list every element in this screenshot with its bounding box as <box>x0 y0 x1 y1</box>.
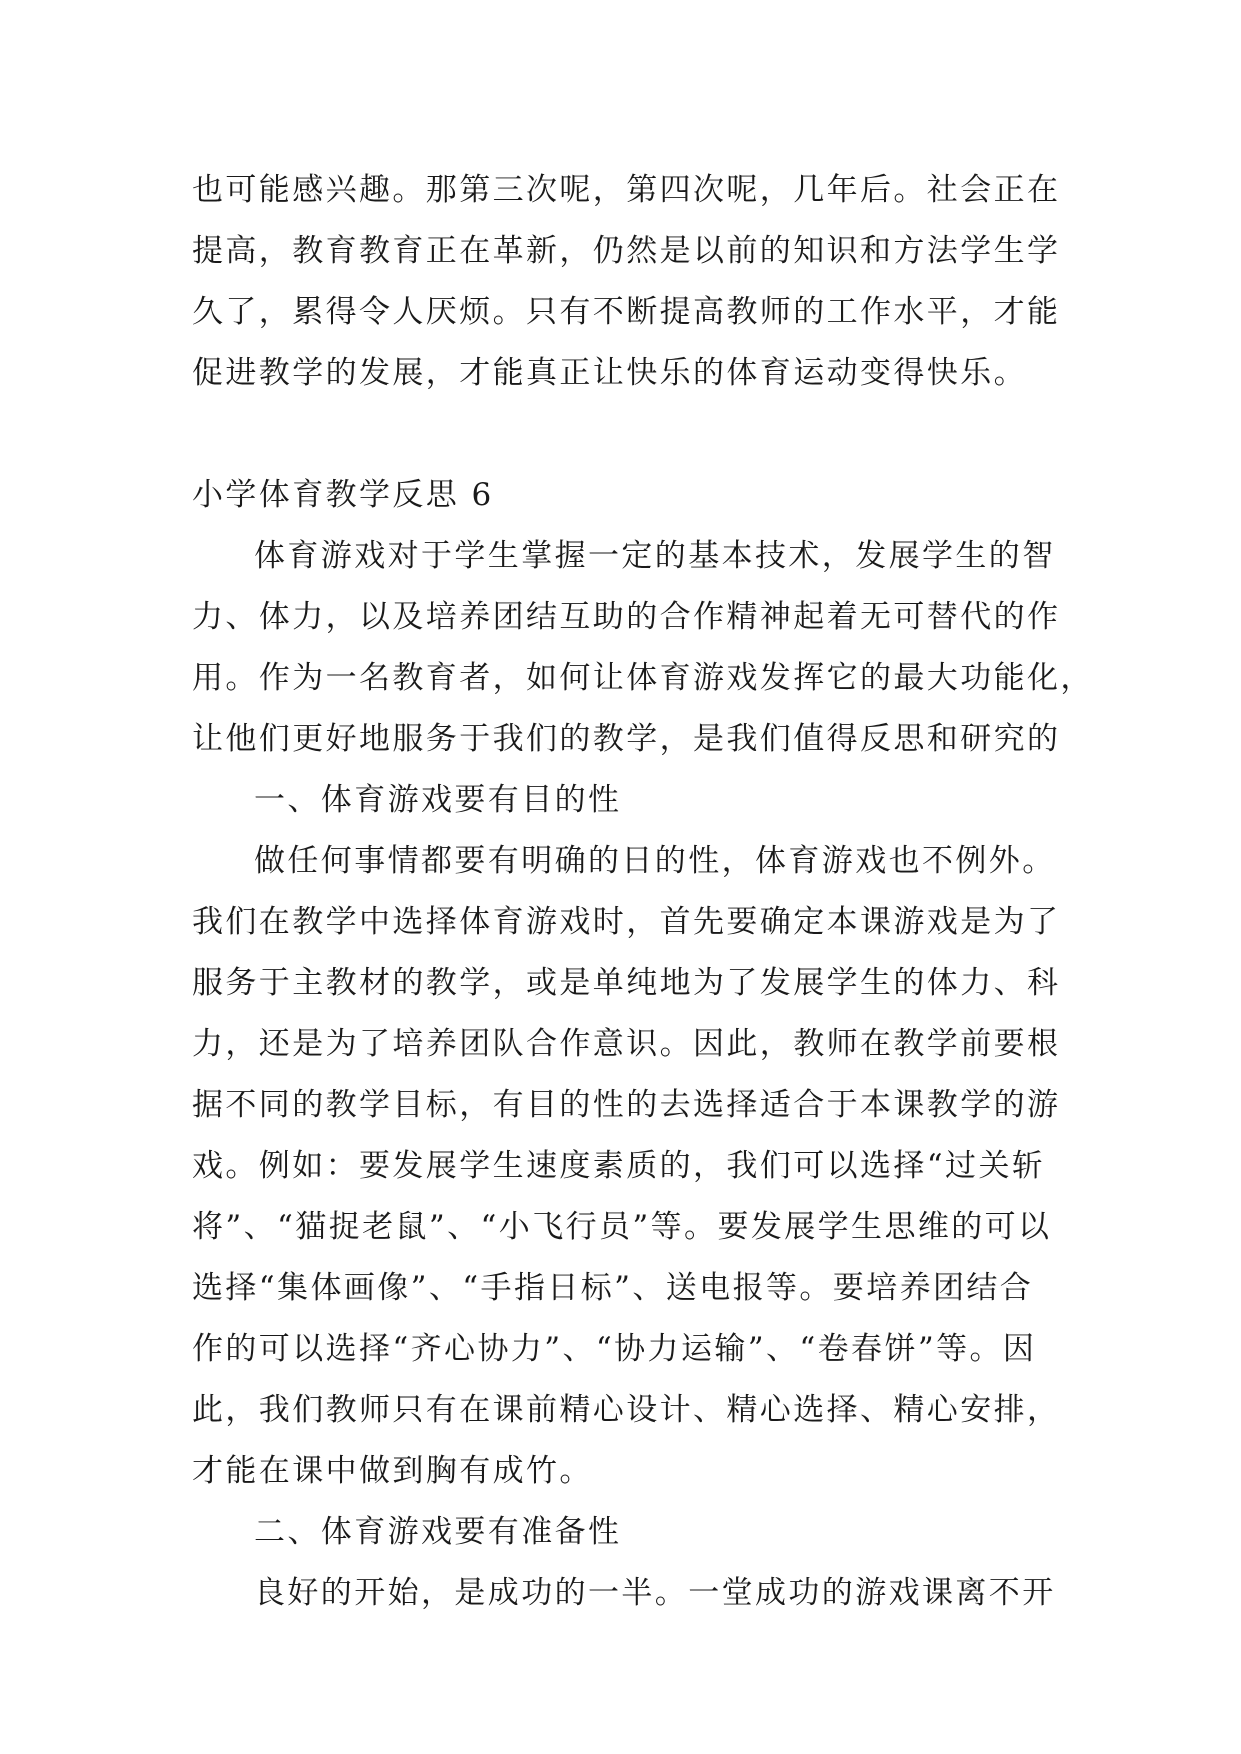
paragraph-line: 促进教学的发展，才能真正让快乐的体育运动变得快乐。 <box>192 355 1027 391</box>
paragraph-line: 也可能感兴趣。那第三次呢，第四次呢，几年后。社会正在 <box>192 172 1061 208</box>
paragraph-line: 我们在教学中选择体育游戏时，首先要确定本课游戏是为了 <box>192 904 1061 940</box>
paragraph-line: 作的可以选择“齐心协力”、“协力运输”、“卷春饼”等。因 <box>192 1331 1037 1367</box>
section-title: 小学体育教学反思 6 <box>192 477 494 513</box>
paragraph-line: 戏。例如：要发展学生速度素质的，我们可以选择“过关斩 <box>192 1148 1046 1184</box>
paragraph-line: 体育游戏对于学生掌握一定的基本技术，发展学生的智 <box>254 538 1056 574</box>
document-page <box>192 160 1094 1624</box>
paragraph-line: 才能在课中做到胸有成竹。 <box>192 1453 593 1489</box>
paragraph-line: 提高，教育教育正在革新，仍然是以前的知识和方法学生学 <box>192 233 1061 269</box>
paragraph-line: 力、体力，以及培养团结互助的合作精神起着无可替代的作 <box>192 599 1061 635</box>
subheading: 二、体育游戏要有准备性 <box>254 1514 622 1550</box>
paragraph-line: 做任何事情都要有明确的日的性，体育游戏也不例外。 <box>254 843 1056 879</box>
paragraph-line: 让他们更好地服务于我们的教学，是我们值得反思和研究的 <box>192 721 1061 757</box>
paragraph-line: 据不同的教学目标，有目的性的去选择适合于本课教学的游 <box>192 1087 1061 1123</box>
subheading: 一、体育游戏要有目的性 <box>254 782 622 818</box>
paragraph-line: 选择“集体画像”、“手指日标”、送电报等。要培养团结合 <box>192 1270 1034 1306</box>
paragraph-line: 力，还是为了培养团队合作意识。因此，教师在教学前要根 <box>192 1026 1061 1062</box>
paragraph-line: 服务于主教材的教学，或是单纯地为了发展学生的体力、科 <box>192 965 1061 1001</box>
paragraph-line: 将”、“猫捉老鼠”、“小飞行员”等。要发展学生思维的可以 <box>192 1209 1052 1245</box>
paragraph-line: 此，我们教师只有在课前精心设计、精心选择、精心安排， <box>192 1392 1061 1428</box>
paragraph-line: 用。作为一名教育者，如何让体育游戏发挥它的最大功能化， <box>192 660 1094 696</box>
paragraph-line: 久了，累得令人厌烦。只有不断提高教师的工作水平，才能 <box>192 294 1061 330</box>
paragraph-line: 良好的开始，是成功的一半。一堂成功的游戏课离不开 <box>254 1575 1056 1611</box>
